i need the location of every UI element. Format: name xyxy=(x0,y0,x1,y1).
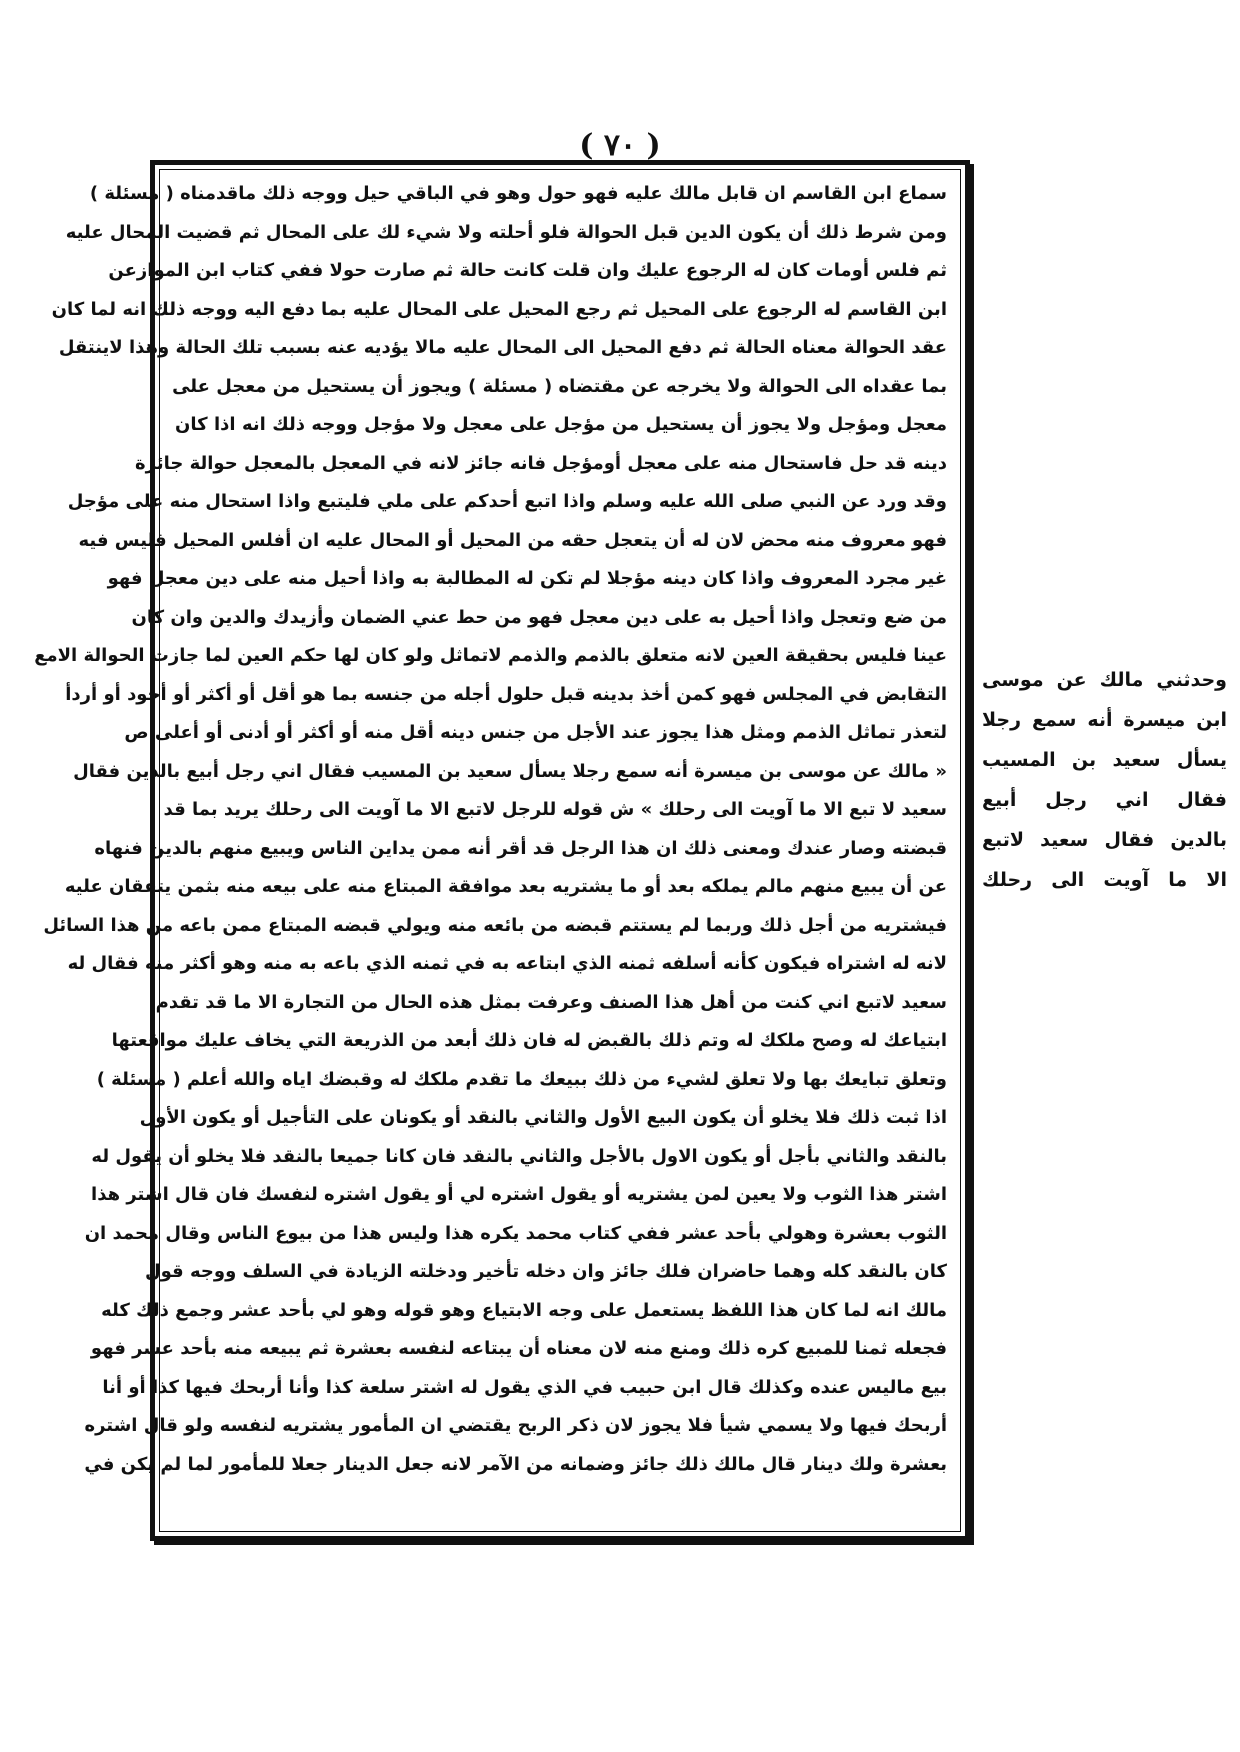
main-text-line: دينه قد حل فاستحال منه على معجل أومؤجل فانه جائز لانه في المعجل بالمعجل حوالة جائزة xyxy=(135,452,947,474)
margin-note-line: بالدين فقال سعيد لاتبع xyxy=(982,829,1227,851)
main-text-line: التقابض في المجلس فهو كمن أخذ بدينه قبل حلول أجله من جنسه بما هو أقل أو أكثر أو أجود أو أردأ xyxy=(65,683,947,705)
main-text-line: اذا ثبت ذلك فلا يخلو أن يكون البيع الأول والثاني بالنقد أو يكونان على التأجيل أو يكون الأول xyxy=(139,1107,947,1128)
main-text-line: من ضع وتعجل واذا أحيل به على دين معجل فهو من حط عني الضمان وأزيدك والدين وان كان xyxy=(131,606,947,628)
main-text-line: الثوب بعشرة وهولي بأحد عشر ففي كتاب محمد يكره هذا وليس هذا من بيوع الناس وقال محمد ان xyxy=(84,1222,947,1244)
main-text-line: سعيد لا تبع الا ما آويت الى رحلك » ش قوله للرجل لاتبع الا ما آويت الى رحلك يريد بما قد xyxy=(163,799,947,820)
main-text-line: غير مجرد المعروف واذا كان دينه مؤجلا لم تكن له المطالبة به واذا أحيل منه على دين معجل فهو xyxy=(107,568,947,589)
margin-note-line: ابن ميسرة أنه سمع رجلا xyxy=(982,709,1227,731)
main-text-line: ابن القاسم له الرجوع على المحيل ثم رجع المحيل على المحال عليه بما دفع اليه ووجه ذلك انه لما كان xyxy=(51,298,947,320)
main-text-line: لانه له اشتراه فيكون كأنه أسلفه ثمنه الذي ابتاعه به في ثمنه الذي باعه به منه وهو أكثر منه فقال له xyxy=(67,953,947,974)
main-text-line: وتعلق تبايعك بها ولا تعلق لشيء من ذلك ببيعك ما تقدم ملكك له وقبضك اياه والله أعلم ( مسئلة ) xyxy=(96,1068,947,1090)
main-text-line: بعشرة ولك دينار قال مالك ذلك جائز وضمانه من الآمر لانه جعل الدينار جعلا للمأمور لما لم يكن في xyxy=(84,1453,947,1475)
margin-note-line: فقال اني رجل أبيع xyxy=(982,789,1227,811)
main-text-line: فيشتريه من أجل ذلك وربما لم يستتم قبضه من بائعه منه ويولي قبضه المبتاع ممن باعه من هذا السائل xyxy=(43,914,947,936)
margin-note-line: يسأل سعيد بن المسيب xyxy=(982,749,1227,771)
main-text-line: أربحك فيها ولا يسمي شيأ فلا يجوز لان ذكر الربح يقتضي ان المأمور يشتريه لنفسه ولو قال اشتره xyxy=(84,1415,947,1436)
main-text-line: ابتياعك له وصح ملكك له وتم ذلك بالقبض له فان ذلك أبعد من الذريعة التي يخاف عليك مواقعتها xyxy=(111,1030,947,1051)
main-text-line: مالك انه لما كان هذا اللفظ يستعمل على وجه الابتياع وهو قوله وهو لي بأحد عشر وجمع ذلك كله xyxy=(101,1299,947,1321)
main-text-line: عن أن يبيع منهم مالم يملكه بعد أو ما يشتريه بعد موافقة المبتاع منه على بيعه منه بثمن يتفقان عليه xyxy=(64,876,947,897)
main-text-line: « مالك عن موسى بن ميسرة أنه سمع رجلا يسأل سعيد بن المسيب فقال اني رجل أبيع بالدين فقال xyxy=(73,760,947,782)
margin-note-line: الا ما آويت الى رحلك xyxy=(982,869,1227,891)
main-text-line: اشتر هذا الثوب ولا يعين لمن يشتريه أو يقول اشتره لي أو يقول اشتره لنفسك فان قال اشتر هذا xyxy=(91,1184,947,1205)
main-text-line: كان بالنقد كله وهما حاضران فلك جائز وان دخله تأخير ودخلته الزيادة في السلف ووجه قول xyxy=(145,1261,947,1282)
main-text-line: ثم فلس أومات كان له الرجوع عليك وان قلت كانت حالة ثم صارت حولا ففي كتاب ابن الموازعن xyxy=(108,260,947,281)
main-text-line: بالنقد والثاني بأجل أو يكون الاول بالأجل والثاني بالنقد فان كانا جميعا بالنقد فلا يخلو أن يقول له xyxy=(91,1145,947,1167)
main-text-line: بما عقداه الى الحوالة ولا يخرجه عن مقتضاه ( مسئلة ) ويجوز أن يستحيل من معجل على xyxy=(172,375,947,397)
main-text-line: عينا فليس بحقيقة العين لانه متعلق بالذمم والذمم لاتماثل ولو كان لها حكم العين لما جازت الحوالة الامع xyxy=(34,645,947,666)
main-text-line: سماع ابن القاسم ان قابل مالك عليه فهو حول وهو في الباقي حيل ووجه ذلك ماقدمناه ( مسئلة ) xyxy=(89,183,947,204)
main-text-line: عقد الحوالة معناه الحالة ثم دفع المحيل الى المحال عليه مالا يؤديه عنه بسبب تلك الحالة وهذا لاينتقل xyxy=(58,337,947,358)
main-text-line: قبضته وصار عندك ومعنى ذلك ان هذا الرجل قد أقر أنه ممن يداين الناس ويبيع منهم بالدين فنهاه xyxy=(94,837,947,859)
main-text-line: لتعذر تماثل الذمم ومثل هذا يجوز عند الأجل من جنس دينه أقل منه أو أكثر أو أدنى أو أعلى ص xyxy=(124,722,947,743)
main-text-line: فهو معروف منه محض لان له أن يتعجل حقه من المحيل أو المحال عليه ان أفلس المحيل فليس فيه xyxy=(78,529,947,551)
page-number: ( ٧٠ ) xyxy=(579,128,661,163)
margin-note-line: وحدثني مالك عن موسى xyxy=(982,669,1227,691)
main-text-frame xyxy=(34,160,970,1541)
main-text-line: بيع ماليس عنده وكذلك قال ابن حبيب في الذي يقول له اشتر سلعة كذا وأنا أربحك فيها كذا أو أنا xyxy=(102,1376,947,1398)
main-text-line: ومن شرط ذلك أن يكون الدين قبل الحوالة فلو أحلته ولا شيء لك على المحال ثم قضيت المحال عليه xyxy=(65,221,947,243)
main-text-line: فجعله ثمنا للمبيع كره ذلك ومنع منه لان معناه أن يبتاعه لنفسه بعشرة ثم يبيعه منه بأحد عشر فهو xyxy=(90,1338,947,1359)
main-text-line: وقد ورد عن النبي صلى الله عليه وسلم واذا اتبع أحدكم على ملي فليتبع واذا استحال منه على مؤجل xyxy=(67,491,947,512)
main-text-line: سعيد لاتبع اني كنت من أهل هذا الصنف وعرفت بمثل هذه الحال من التجارة الا ما قد تقدم xyxy=(155,991,947,1013)
main-text-line: معجل ومؤجل ولا يجوز أن يستحيل من مؤجل على معجل ولا مؤجل ووجه ذلك انه اذا كان xyxy=(175,414,947,435)
main-text-body xyxy=(34,175,947,1484)
margin-hadith-note xyxy=(982,660,1227,900)
